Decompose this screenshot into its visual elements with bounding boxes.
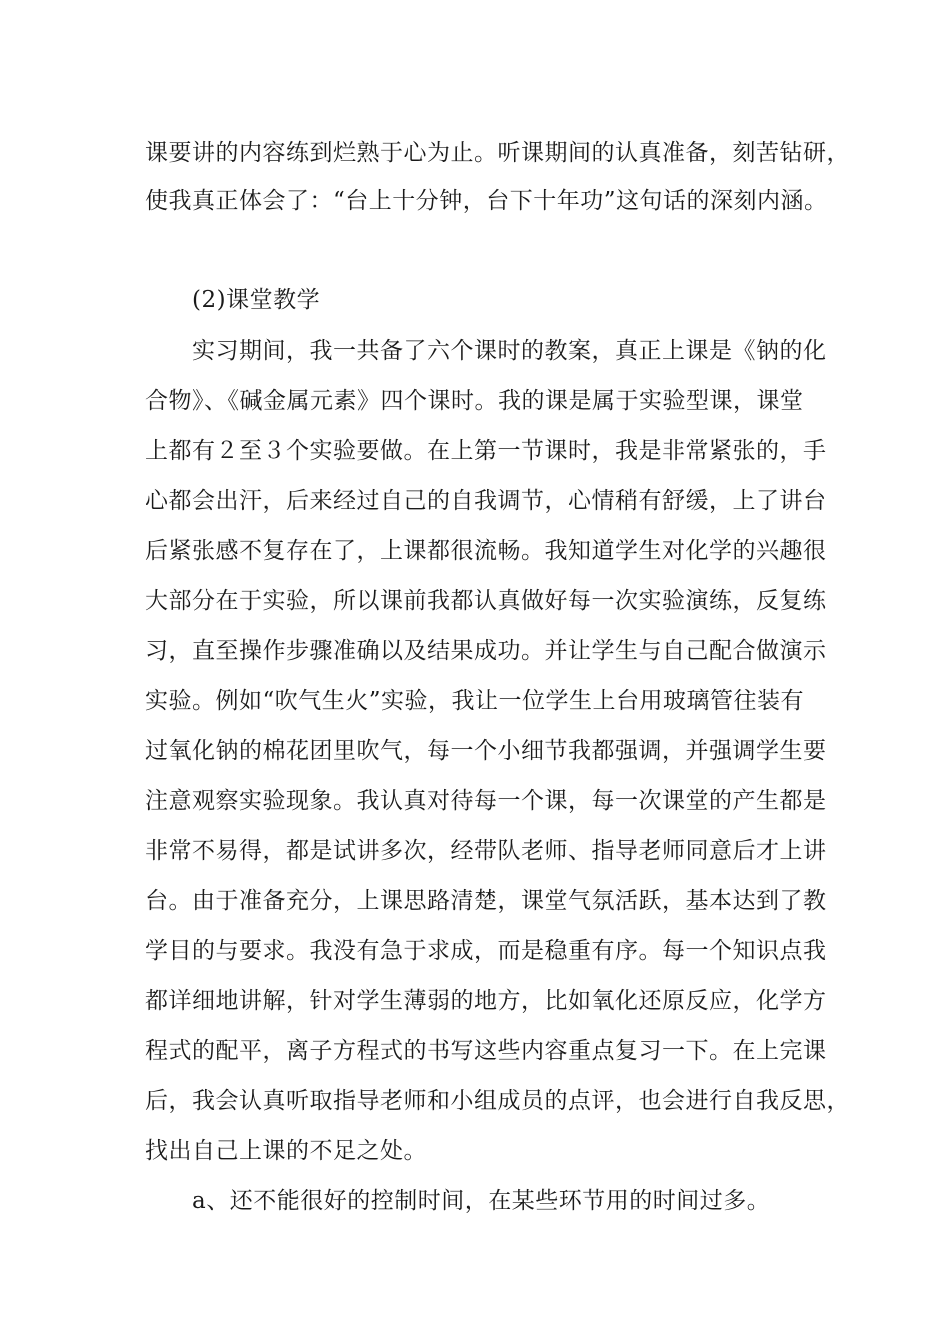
paragraph-line: 心都会出汗，后来经过自己的自我调节，心情稍有舒缓，上了讲台 [145, 488, 827, 514]
text-line: 课要讲的内容练到烂熟于心为止。听课期间的认真准备，刻苦钻研， [145, 140, 850, 166]
paragraph-line: 非常不易得，都是试讲多次，经带队老师、指导老师同意后才上讲 [145, 838, 827, 864]
paragraph-line: 程式的配平，离子方程式的书写这些内容重点复习一下。在上完课 [145, 1038, 827, 1064]
paragraph-line: 台。由于准备充分，上课思路清楚，课堂气氛活跃，基本达到了教 [145, 888, 827, 914]
paragraph-line: 大部分在于实验，所以课前我都认真做好每一次实验演练，反复练 [145, 588, 827, 614]
paragraph-line: 过氧化钠的棉花团里吹气，每一个小细节我都强调，并强调学生要 [145, 738, 827, 764]
paragraph-line: 都详细地讲解，针对学生薄弱的地方，比如氧化还原反应，化学方 [145, 988, 827, 1014]
paragraph-line: 实习期间，我一共备了六个课时的教案，真正上课是《钠的化 [192, 338, 827, 364]
paragraph-line: 后，我会认真听取指导老师和小组成员的点评，也会进行自我反思， [145, 1088, 850, 1114]
paragraph-line: 实验。例如“吹气生火”实验，我让一位学生上台用玻璃管往装有 [145, 688, 805, 714]
paragraph-line: 上都有２至３个实验要做。在上第一节课时，我是非常紧张的，手 [145, 438, 827, 464]
section-heading: (2)课堂教学 [192, 287, 321, 313]
paragraph-line: 合物》、《碱金属元素》四个课时。我的课是属于实验型课，课堂 [145, 388, 804, 414]
paragraph-line: 注意观察实验现象。我认真对待每一个课，每一次课堂的产生都是 [145, 788, 827, 814]
paragraph-line: 习，直至操作步骤准确以及结果成功。并让学生与自己配合做演示 [145, 638, 827, 664]
text-line: 使我真正体会了：“台上十分钟，台下十年功”这句话的深刻内涵。 [145, 188, 828, 214]
paragraph-line: 后紧张感不复存在了，上课都很流畅。我知道学生对化学的兴趣很 [145, 538, 827, 564]
paragraph-line: 学目的与要求。我没有急于求成，而是稳重有序。每一个知识点我 [145, 938, 827, 964]
list-item-a: a、还不能很好的控制时间，在某些环节用的时间过多。 [192, 1188, 771, 1214]
paragraph-line: 找出自己上课的不足之处。 [145, 1138, 427, 1164]
